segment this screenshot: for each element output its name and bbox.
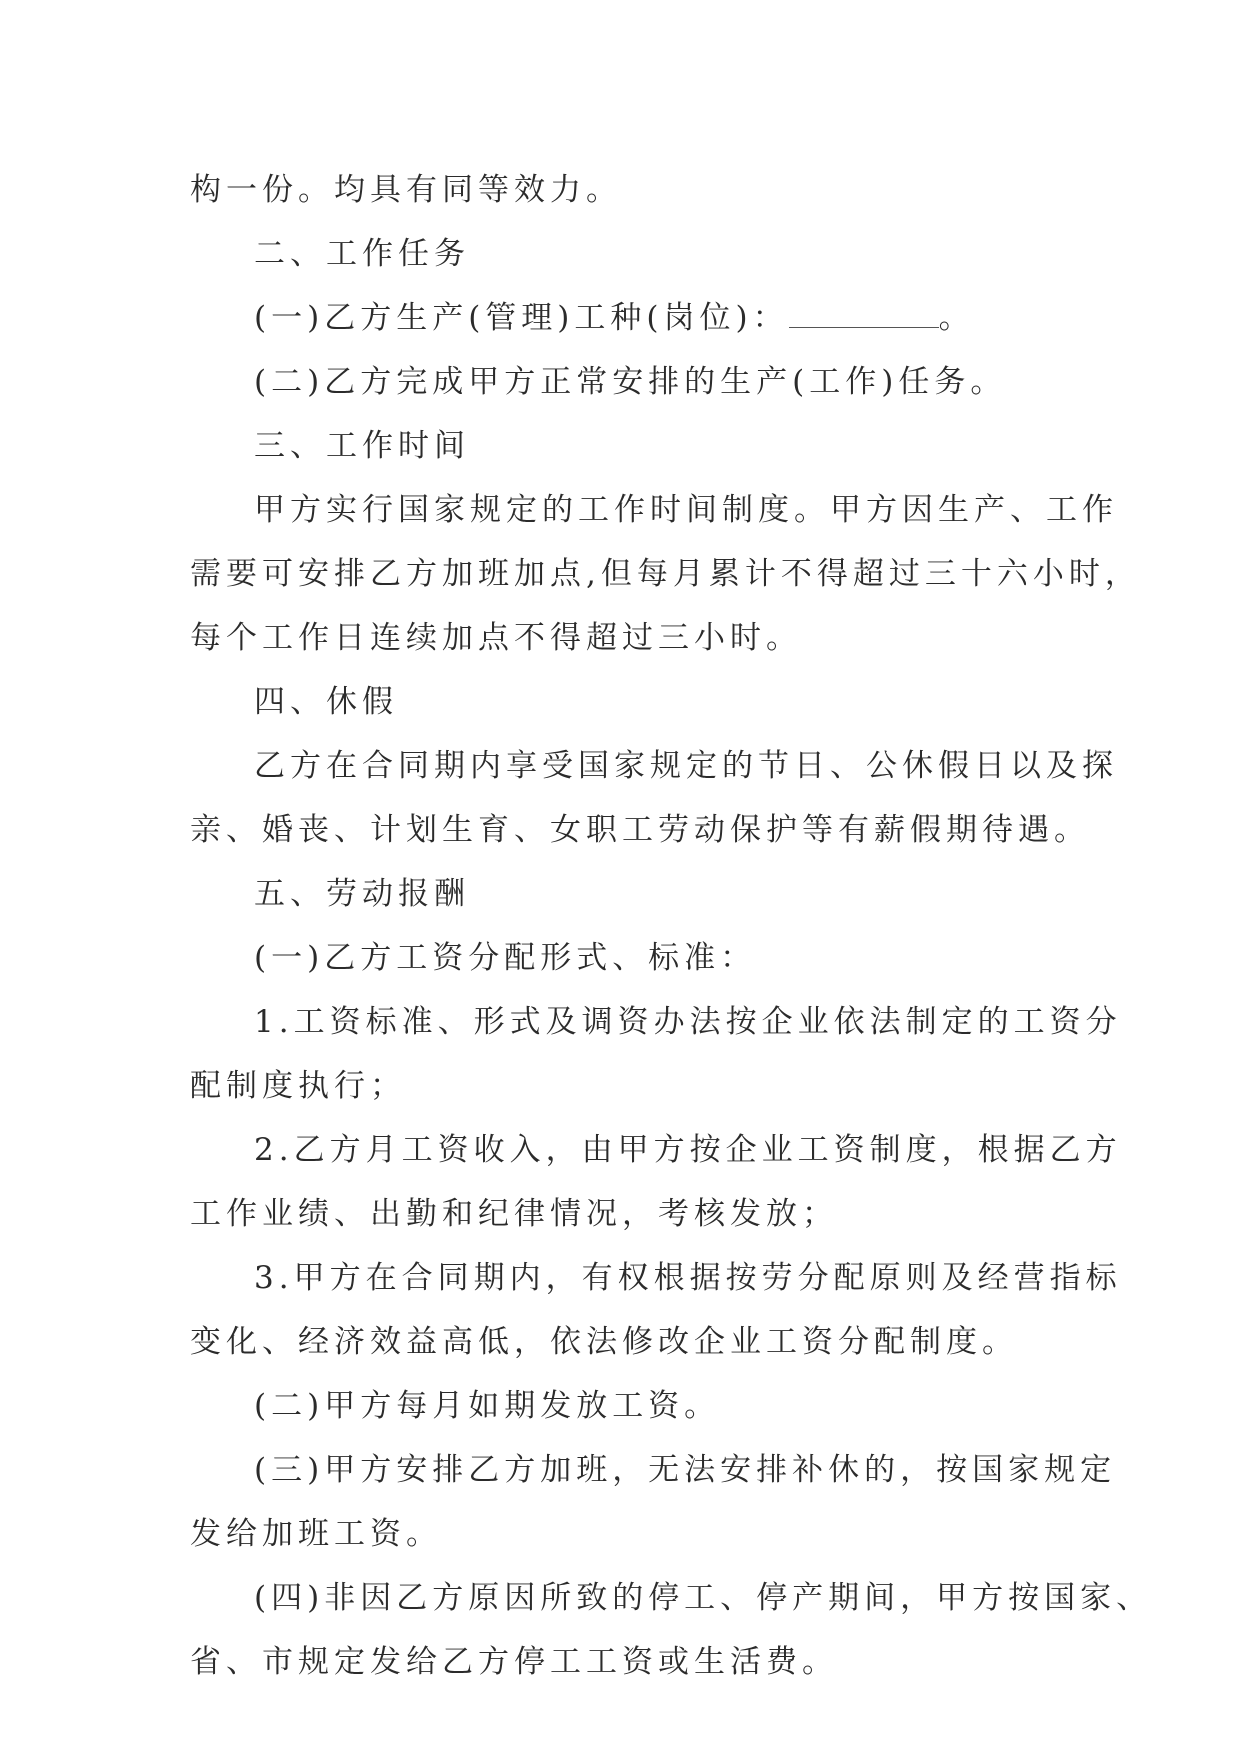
job-type-suffix: 。 xyxy=(938,300,975,336)
paragraph-line: 配制度执行； xyxy=(190,1068,406,1104)
paragraph-line: 乙方在合同期内享受国家规定的节日、公休假日以及探 xyxy=(254,748,1118,784)
job-type-label: (一)乙方生产(管理)工种(岗位)： xyxy=(254,300,789,336)
paragraph-line: 需要可安排乙方加班加点,但每月累计不得超过三十六小时， xyxy=(190,556,1141,592)
paragraph-line: (四)非因乙方原因所致的停工、停产期间，甲方按国家、 xyxy=(254,1580,1153,1616)
paragraph-line: 亲、婚丧、计划生育、女职工劳动保护等有薪假期待遇。 xyxy=(190,812,1090,848)
section-heading-work-time: 三、工作时间 xyxy=(254,428,470,464)
paragraph-line: (一)乙方工资分配形式、标准： xyxy=(254,940,757,976)
paragraph-line: 发给加班工资。 xyxy=(190,1516,442,1552)
paragraph-line: 2.乙方月工资收入，由甲方按企业工资制度，根据乙方 xyxy=(254,1132,1122,1168)
section-heading-leave: 四、休假 xyxy=(254,684,398,720)
paragraph-line: 工作业绩、出勤和纪律情况，考核发放； xyxy=(190,1196,838,1232)
job-type-blank-field xyxy=(789,301,939,328)
paragraph-line xyxy=(190,286,1050,350)
paragraph-line: 3.甲方在合同期内，有权根据按劳分配原则及经营指标 xyxy=(254,1260,1122,1296)
paragraph-line: 构一份。均具有同等效力。 xyxy=(190,172,622,208)
paragraph-line: 每个工作日连续加点不得超过三小时。 xyxy=(190,620,802,656)
paragraph-line: 甲方实行国家规定的工作时间制度。甲方因生产、工作 xyxy=(254,492,1118,528)
paragraph-line: 1.工资标准、形式及调资办法按企业依法制定的工资分 xyxy=(254,1004,1122,1040)
paragraph-line: (二)乙方完成甲方正常安排的生产(工作)任务。 xyxy=(254,364,1007,400)
section-heading-work-task: 二、工作任务 xyxy=(254,236,470,272)
paragraph-line: (三)甲方安排乙方加班，无法安排补休的，按国家规定 xyxy=(254,1452,1117,1488)
paragraph-line: 省、市规定发给乙方停工工资或生活费。 xyxy=(190,1644,838,1680)
paragraph-line: 变化、经济效益高低，依法修改企业工资分配制度。 xyxy=(190,1324,1018,1360)
document-body xyxy=(190,158,1153,1694)
section-heading-remuneration: 五、劳动报酬 xyxy=(254,876,470,912)
paragraph-line: (二)甲方每月如期发放工资。 xyxy=(254,1388,721,1424)
